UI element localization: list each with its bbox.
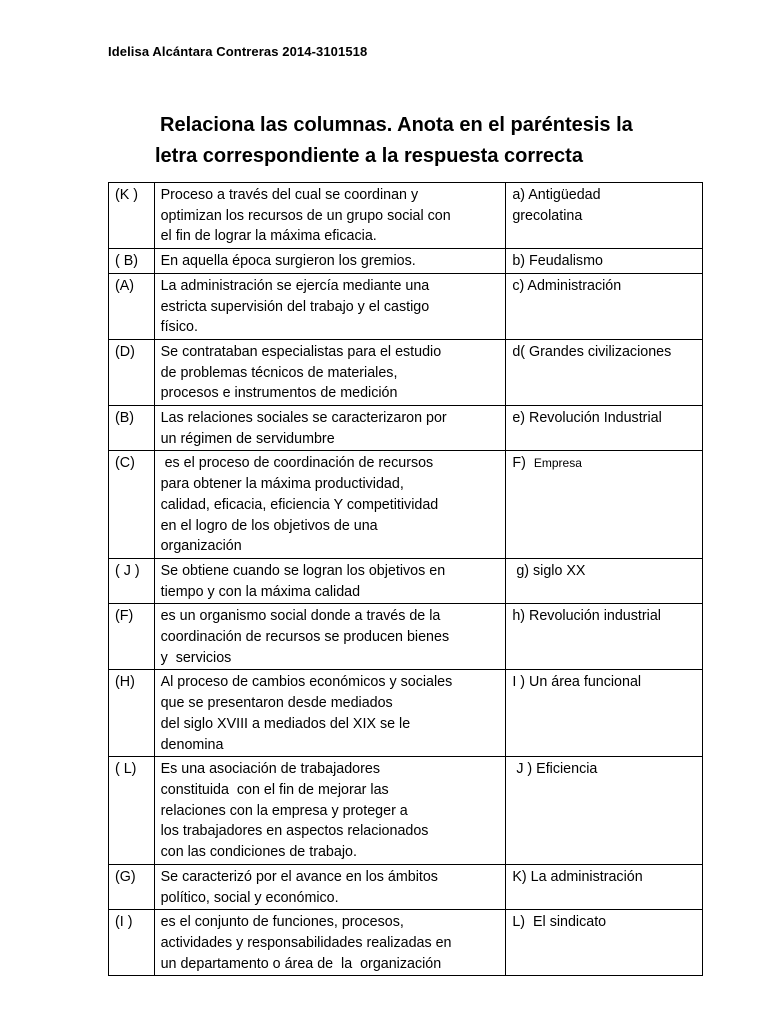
term-line: K) La administración: [512, 868, 643, 885]
answer-cell: (K ): [109, 183, 155, 249]
table-row: [109, 604, 703, 670]
definition-cell: [154, 406, 506, 451]
definition-line: En aquella época surgieron los gremios.: [160, 253, 416, 270]
term-cell: [506, 406, 703, 451]
term-line: I ) Un área funcional: [512, 674, 642, 691]
title-line-1: Relaciona las columnas. Anota en el paréntesis la: [160, 114, 633, 136]
table-row: [109, 910, 703, 976]
definition-line: relaciones con la empresa y proteger a: [160, 802, 408, 819]
term-cell: [506, 670, 703, 757]
definition-line: Se caracterizó por el avance en los ámbitos: [160, 868, 438, 885]
definition-line: Proceso a través del cual se coordinan y: [160, 187, 419, 203]
definition-line: un departamento o área de la organización: [160, 955, 442, 972]
term-line: b) Feudalismo: [512, 253, 603, 270]
definition-line: para obtener la máxima productividad,: [160, 476, 404, 493]
answer-cell: (A): [109, 273, 155, 339]
matching-table: [108, 182, 703, 976]
definition-line: actividades y responsabilidades realizadas en: [160, 934, 452, 951]
table-row: [109, 249, 703, 274]
document-title: [100, 110, 660, 172]
term-text: El sindicato: [525, 914, 607, 931]
answer-cell: (H): [109, 670, 155, 757]
answer-cell: (F): [109, 604, 155, 670]
definition-cell: [154, 183, 506, 249]
term-line: [512, 453, 697, 474]
definition-line: procesos e instrumentos de medición: [160, 385, 398, 402]
answer-cell: (B): [109, 406, 155, 451]
term-line: h) Revolución industrial: [512, 608, 661, 625]
definition-line: optimizan los recursos de un grupo social con: [160, 207, 451, 224]
author-line: Idelisa Alcántara Contreras 2014-3101518: [108, 44, 368, 59]
term-line: d( Grandes civilizaciones: [512, 343, 672, 360]
definition-cell: [154, 339, 506, 405]
table-row: [109, 339, 703, 405]
definition-cell: [154, 757, 506, 865]
answer-cell: ( J ): [109, 558, 155, 603]
definition-line: organización: [160, 538, 242, 555]
definition-line: Las relaciones sociales se caracterizaron por: [160, 410, 447, 427]
definition-line: tiempo y con la máxima calidad: [160, 583, 361, 600]
term-cell: [506, 273, 703, 339]
table-row: [109, 273, 703, 339]
term-cell: [506, 910, 703, 976]
answer-cell: ( L): [109, 757, 155, 865]
term-line: g) siglo XX: [512, 562, 586, 579]
definition-line: los trabajadores en aspectos relacionados: [160, 823, 429, 840]
definition-cell: [154, 864, 506, 909]
definition-line: político, social y económico.: [160, 889, 339, 906]
term-prefix: F): [512, 455, 526, 472]
definition-cell: [154, 604, 506, 670]
definition-line: con las condiciones de trabajo.: [160, 844, 357, 861]
term-line: c) Administración: [512, 277, 622, 294]
term-line: e) Revolución Industrial: [512, 410, 662, 427]
definition-line: Al proceso de cambios económicos y sociales: [160, 674, 453, 691]
term-cell: [506, 864, 703, 909]
definition-line: Se obtiene cuando se logran los objetivos en: [160, 562, 446, 579]
definition-line: el fin de lograr la máxima eficacia.: [160, 228, 377, 245]
term-cell: [506, 757, 703, 865]
answer-cell: (C): [109, 451, 155, 559]
definition-line: es el conjunto de funciones, procesos,: [160, 914, 404, 931]
definition-line: Se contrataban especialistas para el estudio: [160, 343, 442, 360]
term-cell: [506, 451, 703, 559]
definition-cell: [154, 670, 506, 757]
definition-line: denomina: [160, 736, 224, 753]
answer-cell: ( B): [109, 249, 155, 274]
definition-line: en el logro de los objetivos de una: [160, 517, 378, 534]
table-row: [109, 670, 703, 757]
answer-cell: (D): [109, 339, 155, 405]
term-line: grecolatina: [512, 207, 583, 224]
term-small-text: Empresa: [533, 456, 582, 471]
definition-line: un régimen de servidumbre: [160, 430, 335, 447]
definition-cell: [154, 558, 506, 603]
term-line: [512, 912, 697, 933]
definition-line: estricta supervisión del trabajo y el castigo: [160, 298, 430, 315]
definition-line: calidad, eficacia, eficiencia Y competitividad: [160, 496, 439, 513]
table-row: [109, 864, 703, 909]
definition-line: coordinación de recursos se producen bienes: [160, 629, 450, 646]
definition-line: del siglo XVIII a mediados del XIX se le: [160, 715, 411, 732]
term-cell: [506, 249, 703, 274]
definition-line: Es una asociación de trabajadores: [160, 761, 380, 778]
definition-line: constituida con el fin de mejorar las: [160, 781, 389, 798]
definition-cell: [154, 451, 506, 559]
definition-line: de problemas técnicos de materiales,: [160, 364, 398, 381]
table-row: [109, 757, 703, 865]
definition-cell: [154, 249, 506, 274]
answer-cell: (I ): [109, 910, 155, 976]
term-cell: [506, 604, 703, 670]
title-line-2: letra correspondiente a la respuesta correcta: [155, 145, 583, 167]
definition-cell: [154, 273, 506, 339]
definition-line: físico.: [160, 319, 198, 336]
term-prefix: L): [512, 914, 526, 931]
definition-line: es el proceso de coordinación de recursos: [160, 455, 434, 472]
term-line: J ) Eficiencia: [512, 761, 598, 778]
definition-line: que se presentaron desde mediados: [160, 695, 393, 712]
term-cell: [506, 339, 703, 405]
term-cell: [506, 183, 703, 249]
table-row: [109, 406, 703, 451]
term-cell: [506, 558, 703, 603]
definition-cell: [154, 910, 506, 976]
term-line: a) Antigüedad: [512, 187, 601, 203]
definition-line: es un organismo social donde a través de la: [160, 608, 441, 625]
definition-line: La administración se ejercía mediante una: [160, 277, 430, 294]
table-row: [109, 558, 703, 603]
table-row: [109, 451, 703, 559]
definition-line: y servicios: [160, 649, 232, 666]
table-row: [109, 183, 703, 249]
answer-cell: (G): [109, 864, 155, 909]
